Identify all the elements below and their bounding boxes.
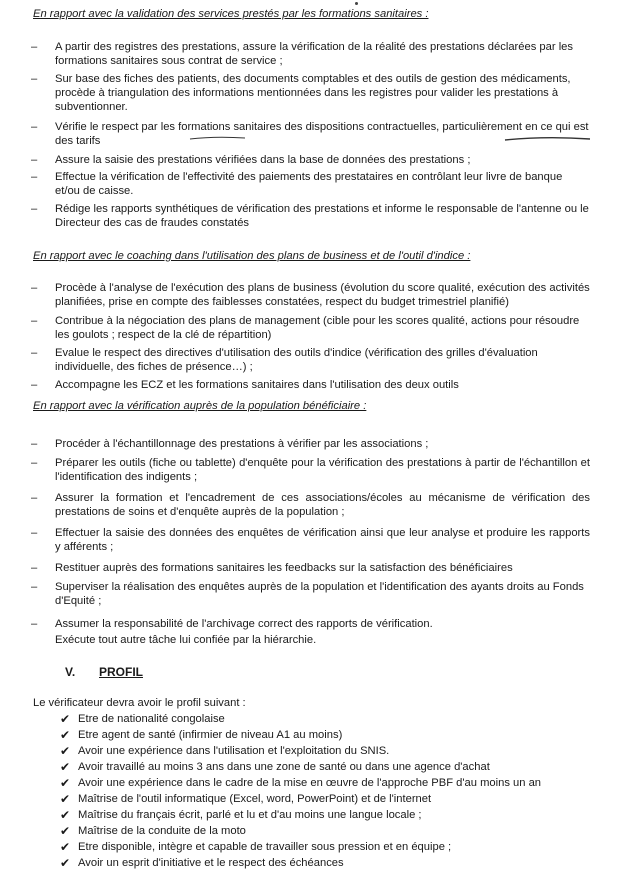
profil-item: ✔ Maîtrise de la conduite de la moto — [60, 824, 246, 838]
profil-item: ✔ Etre disponible, intègre et capable de travailler sous pression et en équipe ; — [60, 840, 452, 854]
checkmark-icon: ✔ — [60, 760, 71, 774]
dash-bullet: – — [31, 527, 38, 539]
section-heading-coaching: En rapport avec le coaching dans l'utilisation des plans de business et de l'outil d'indice : — [33, 250, 471, 262]
checkmark-icon: ✔ — [60, 728, 71, 742]
list-item: – Sur base des fiches des patients, des documents comptables et des outils de gestion des médicaments, procède à triangulation des informations mentionnées dans les registres pour valider les prestations à subventionner. — [31, 73, 571, 113]
pen-stroke-mark — [185, 130, 605, 144]
list-item: – Vérifie le respect par les formations sanitaires des dispositions contractuelles, particulièrement en ce qui est des tarifs — [31, 121, 589, 147]
dash-bullet: – — [31, 41, 38, 53]
list-item: – Procéder à l'échantillonnage des prestations à vérifier par les associations ; — [31, 438, 429, 450]
profil-item: ✔ Avoir travaillé au moins 3 ans dans une zone de santé ou dans une agence d'achat — [60, 760, 490, 774]
dash-bullet: – — [31, 562, 38, 574]
list-item: – Assure la saisie des prestations vérifiées dans la base de données des prestations ; — [31, 154, 471, 166]
list-item: – Effectuer la saisie des données des enquêtes de vérification ainsi que leur analyse et produire les rapports y afférents ; — [31, 527, 590, 553]
list-item: – Accompagne les ECZ et les formations sanitaires dans l'utilisation des deux outils — [31, 379, 459, 391]
list-item: – Evalue le respect des directives d'utilisation des outils d'indice (vérification des grilles d'évaluation individuelle, des fiches de présence…) ; — [31, 347, 538, 373]
list-item: – Préparer les outils (fiche ou tablette) d'enquête pour la vérification des prestations à partir de l'échantillon et l'identification des indigents ; — [31, 457, 590, 483]
profil-item: ✔ Maîtrise de l'outil informatique (Excel, word, PowerPoint) et de l'internet — [60, 792, 432, 806]
checkmark-icon: ✔ — [60, 776, 71, 790]
checkmark-icon: ✔ — [60, 824, 71, 838]
list-item: – Restituer auprès des formations sanitaires les feedbacks sur la satisfaction des bénéficiaires — [31, 562, 513, 574]
checkmark-icon: ✔ — [60, 712, 71, 726]
dash-bullet: – — [31, 618, 38, 630]
section-heading-verification: En rapport avec la vérification auprès de la population bénéficiaire : — [33, 400, 367, 412]
dash-bullet: – — [31, 282, 38, 294]
profil-item: ✔ Avoir une expérience dans le cadre de la mise en œuvre de l'approche PBF d'au moins un an — [60, 776, 542, 790]
dash-bullet: – — [31, 457, 38, 469]
section-heading-validation: En rapport avec la validation des services prestés par les formations sanitaires : — [33, 8, 429, 20]
checkmark-icon: ✔ — [60, 808, 71, 822]
profil-item: ✔ Etre de nationalité congolaise — [60, 712, 225, 726]
list-item: – A partir des registres des prestations, assure la vérification de la réalité des prestations déclarées par les formations sanitaires sous contrat de service ; — [31, 41, 573, 67]
dash-bullet: – — [31, 171, 38, 183]
list-item: – Assumer la responsabilité de l'archivage correct des rapports de vérification. — [31, 618, 433, 630]
section-number: V. — [65, 665, 76, 679]
checkmark-icon: ✔ — [60, 840, 71, 854]
speck — [355, 2, 358, 5]
dash-bullet: – — [31, 379, 38, 391]
dash-bullet: – — [31, 315, 38, 327]
dash-bullet: – — [31, 154, 38, 166]
dash-bullet: – — [31, 347, 38, 359]
profil-item: ✔ Etre agent de santé (infirmier de niveau A1 au moins) — [60, 728, 343, 742]
checkmark-icon: ✔ — [60, 856, 71, 870]
list-item: – Rédige les rapports synthétiques de vérification des prestations et informe le responsable de l'antenne ou le Directeur des cas de fraudes constatés — [31, 203, 589, 229]
list-item: – Procède à l'analyse de l'exécution des plans de business (évolution du score qualité, exécution des activités planifiées, prise en compte des faiblesses constatées, respect du budget trimestriel planifié) — [31, 282, 590, 308]
list-item: – Effectue la vérification de l'effectivité des paiements des prestataires en contrôlant leur livre de banque et/ou de caisse. — [31, 171, 563, 197]
list-item: – Superviser la réalisation des enquêtes auprès de la population et l'identification des ayants droits au Fonds d'Equité ; — [31, 581, 584, 607]
dash-bullet: – — [31, 581, 38, 593]
dash-bullet: – — [31, 492, 38, 504]
dash-bullet: – — [31, 438, 38, 450]
profil-item: ✔ Avoir un esprit d'initiative et le respect des échéances — [60, 856, 344, 870]
profil-item: ✔ Maîtrise du français écrit, parlé et lu et d'au moins une langue locale ; — [60, 808, 422, 822]
dash-bullet: – — [31, 121, 38, 133]
checkmark-icon: ✔ — [60, 792, 71, 806]
dash-bullet: – — [31, 203, 38, 215]
profil-item: ✔ Avoir une expérience dans l'utilisation et l'exploitation du SNIS. — [60, 744, 390, 758]
list-item: – Assurer la formation et l'encadrement de ces associations/écoles au mécanisme de vérification des prestations de soins et d'enquête auprès de la population ; — [31, 492, 590, 518]
dash-bullet: – — [31, 73, 38, 85]
checkmark-icon: ✔ — [60, 744, 71, 758]
profil-intro: Le vérificateur devra avoir le profil suivant : — [33, 697, 246, 709]
section-label: PROFIL — [99, 665, 143, 679]
extra-duty-line: Exécute tout autre tâche lui confiée par la hiérarchie. — [55, 634, 317, 646]
list-item: – Contribue à la négociation des plans de management (cible pour les scores qualité, actions pour résoudre les goulots ; respect de la clé de répartition) — [31, 315, 580, 341]
section-title-profil — [65, 665, 143, 679]
